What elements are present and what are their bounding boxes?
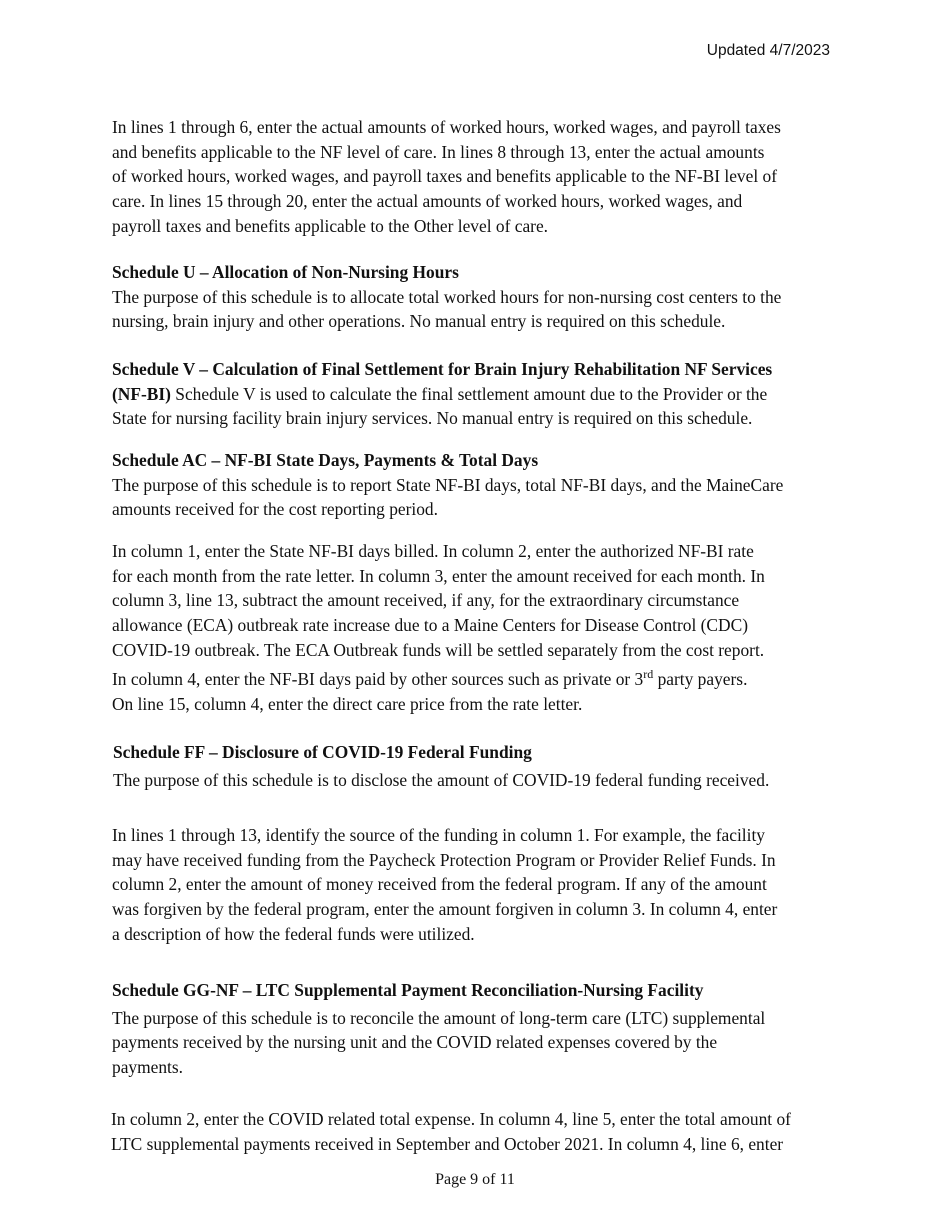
page-number: Page 9 of 11 bbox=[435, 1171, 515, 1188]
schedule-v-heading: Schedule V – Calculation of Final Settlement for Brain Injury Rehabilitation NF Services bbox=[112, 359, 773, 379]
text-fragment: In column 4, enter the NF-BI days paid by other sources such as private or 3 bbox=[112, 669, 644, 689]
schedule-u-heading: Schedule U – Allocation of Non-Nursing Hours bbox=[112, 262, 459, 282]
text-line: column 2, enter the amount of money received from the federal program. If any of the amount bbox=[112, 874, 767, 895]
text-line: In lines 1 through 13, identify the source of the funding in column 1. For example, the facility bbox=[112, 825, 765, 845]
intro-paragraph bbox=[112, 115, 781, 239]
schedule-ac-detail-cont bbox=[112, 667, 747, 716]
text-line: The purpose of this schedule is to report State NF-BI days, total NF-BI days, and the MaineCare bbox=[112, 474, 784, 495]
schedule-ac-heading: Schedule AC – NF-BI State Days, Payments & Total Days bbox=[112, 450, 539, 470]
schedule-ff-detail bbox=[112, 823, 777, 947]
text-line: On line 15, column 4, enter the direct care price from the rate letter. bbox=[112, 693, 583, 714]
text-line: In column 1, enter the State NF-BI days billed. In column 2, enter the authorized NF-BI rate bbox=[112, 541, 754, 561]
schedule-gg-detail bbox=[111, 1107, 791, 1156]
text-line: COVID-19 outbreak. The ECA Outbreak funds will be settled separately from the cost report. bbox=[112, 639, 765, 660]
text-line: nursing, brain injury and other operations. No manual entry is required on this schedule. bbox=[112, 311, 726, 332]
schedule-u-section bbox=[112, 260, 781, 334]
schedule-v-heading-cont: (NF-BI) bbox=[112, 383, 171, 404]
schedule-ac-detail bbox=[112, 539, 765, 663]
text-line: In column 2, enter the COVID related total expense. In column 4, line 5, enter the total amount of bbox=[111, 1109, 791, 1129]
text-line: and benefits applicable to the NF level of care. In lines 8 through 13, enter the actual amounts bbox=[112, 141, 765, 162]
updated-date: Updated 4/7/2023 bbox=[706, 42, 830, 59]
text-line: State for nursing facility brain injury services. No manual entry is required on this schedule. bbox=[112, 408, 753, 429]
text-line: care. In lines 15 through 20, enter the actual amounts of worked hours, worked wages, and bbox=[112, 191, 743, 212]
schedule-ff-heading: Schedule FF – Disclosure of COVID-19 Federal Funding bbox=[113, 742, 532, 762]
schedule-v-section bbox=[112, 357, 772, 431]
text-line: payments. bbox=[112, 1057, 183, 1078]
ordinal-superscript: rd bbox=[643, 667, 654, 681]
schedule-gg-section bbox=[112, 978, 765, 1080]
text-line bbox=[112, 382, 772, 407]
text-line: of worked hours, worked wages, and payroll taxes and benefits applicable to the NF-BI level of bbox=[112, 166, 777, 187]
text-line: The purpose of this schedule is to disclose the amount of COVID-19 federal funding received. bbox=[113, 769, 770, 790]
schedule-gg-heading: Schedule GG-NF – LTC Supplemental Payment Reconciliation-Nursing Facility bbox=[112, 980, 704, 1000]
text-line: was forgiven by the federal program, enter the amount forgiven in column 3. In column 4, enter bbox=[112, 899, 778, 920]
schedule-ac-section bbox=[112, 448, 783, 522]
text-line: amounts received for the cost reporting period. bbox=[112, 499, 438, 520]
text-line: column 3, line 13, subtract the amount received, if any, for the extraordinary circumstance bbox=[112, 590, 740, 611]
text-line: allowance (ECA) outbreak rate increase due to a Maine Centers for Disease Control (CDC) bbox=[112, 615, 748, 636]
text-line: payroll taxes and benefits applicable to the Other level of care. bbox=[112, 215, 549, 236]
text-fragment: Schedule V is used to calculate the final settlement amount due to the Provider or the bbox=[170, 383, 768, 404]
text-line: In lines 1 through 6, enter the actual amounts of worked hours, worked wages, and payroll taxes bbox=[112, 117, 781, 137]
text-line: payments received by the nursing unit and the COVID related expenses covered by the bbox=[112, 1032, 718, 1053]
text-line: The purpose of this schedule is to reconcile the amount of long-term care (LTC) supplemental bbox=[112, 1007, 766, 1028]
text-line bbox=[112, 667, 747, 692]
text-line: for each month from the rate letter. In column 3, enter the amount received for each month. In bbox=[112, 565, 765, 586]
text-line: may have received funding from the Paycheck Protection Program or Provider Relief Funds. In bbox=[112, 849, 776, 870]
text-line: a description of how the federal funds were utilized. bbox=[112, 923, 475, 944]
text-fragment: party payers. bbox=[653, 669, 748, 689]
text-line: LTC supplemental payments received in September and October 2021. In column 4, line 6, enter bbox=[111, 1133, 784, 1154]
schedule-ff-section bbox=[113, 740, 769, 792]
text-line: The purpose of this schedule is to allocate total worked hours for non-nursing cost centers to the bbox=[112, 286, 782, 307]
